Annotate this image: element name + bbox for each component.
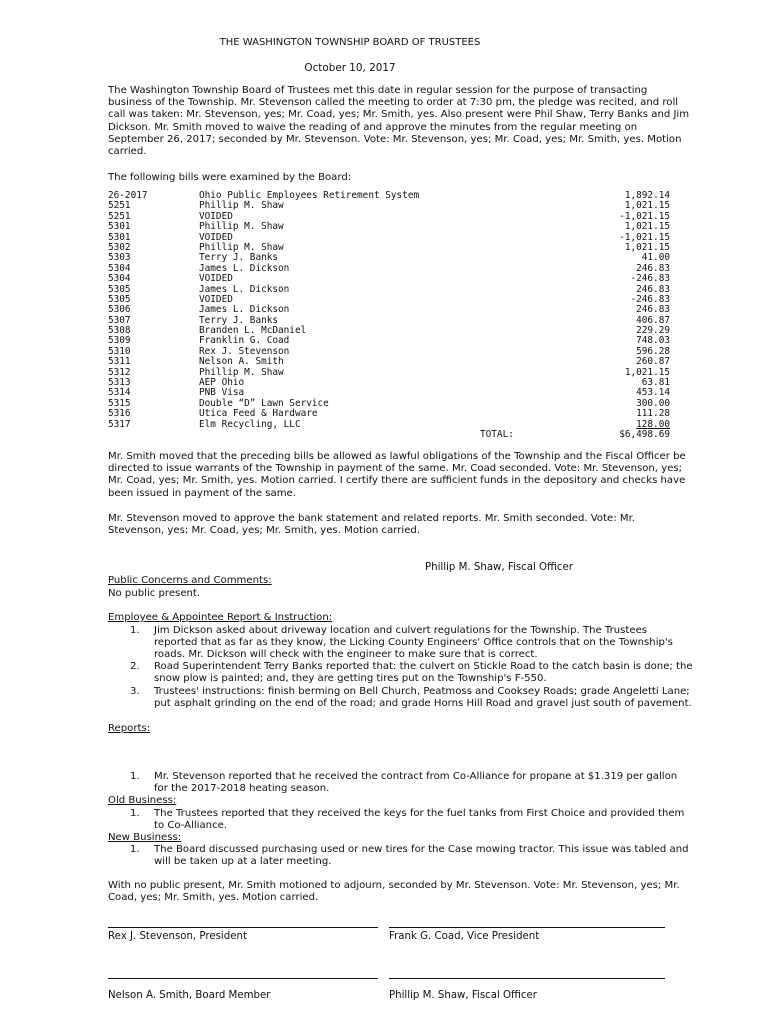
bills-intro: The following bills were examined by the Board:: [108, 172, 352, 183]
signature-line: [389, 978, 665, 979]
bill-number: 5304: [108, 262, 131, 274]
bill-row: [108, 295, 678, 305]
bill-amount: 406.87: [636, 314, 670, 326]
signature-name: Nelson A. Smith, Board Member: [108, 990, 271, 1001]
bill-row: [108, 326, 678, 336]
bill-row: [108, 201, 678, 211]
bill-number: 5307: [108, 314, 131, 326]
employee-report-heading: Employee & Appointee Report & Instruction:: [108, 612, 333, 623]
item-number: 3.: [130, 686, 140, 697]
bill-number: 5302: [108, 241, 131, 253]
bill-row: [108, 378, 678, 388]
bill-payee: PNB Visa: [199, 387, 245, 399]
bill-number: 5317: [108, 418, 131, 430]
bill-number: 5313: [108, 377, 131, 389]
bill-payee: Franklin G. Coad: [199, 335, 290, 347]
bill-number: 5310: [108, 345, 131, 357]
bill-amount: 596.28: [636, 345, 670, 357]
bills-motion-paragraph: Mr. Smith moved that the preceding bills be allowed as lawful obligations of the Township and the Fiscal Officer be directed to issue warrants of the Township in payment of the same. Mr. Coad seconded. Vote: Mr. Stevenson, yes; Mr. Coad, yes; Mr. Smith, yes. Motion carried. I certify there are sufficient funds in the depository and checks have been issued in payment of the same.: [108, 451, 686, 499]
bill-payee: James L. Dickson: [199, 304, 290, 316]
signature-name: Rex J. Stevenson, President: [108, 931, 247, 942]
bill-amount: 246.83: [636, 262, 670, 274]
employee-report-item: [108, 625, 693, 662]
bill-number: 5303: [108, 252, 131, 264]
bill-amount: 1,021.15: [624, 241, 670, 253]
bill-row: [108, 316, 678, 326]
item-number: 2.: [130, 661, 140, 672]
bill-row: [108, 253, 678, 263]
new-business-heading: New Business:: [108, 832, 182, 843]
bill-number: 5304: [108, 273, 131, 285]
bill-number: 5305: [108, 293, 131, 305]
bill-number: 5316: [108, 408, 131, 420]
bill-payee: Phillip M. Shaw: [199, 200, 284, 212]
bill-number: 5306: [108, 304, 131, 316]
bills-total-amount: $6,498.69: [619, 428, 670, 440]
employee-report-item: [108, 661, 693, 685]
intro-paragraph: The Washington Township Board of Trustees met this date in regular session for the purpose of transacting business of the Township. Mr. Stevenson called the meeting to order at 7:30 pm, the pledge was recited, and roll call was taken: Mr. Stevenson, yes; Mr. Coad, yes; Mr. Smith, yes. Also present were Phil Shaw, Terry Banks and Jim Dickson. Mr. Smith moved to waive the reading of and approve the minutes from the regular meeting on September 26, 2017; seconded by Mr. Stevenson. Vote: Mr. Stevenson, yes; Mr. Coad, yes; Mr. Smith, yes. Motion carried.: [108, 85, 690, 158]
item-text: Mr. Stevenson reported that he received the contract from Co-Alliance for propane at $1.319 per gallon for the 2017-2018 heating season.: [154, 771, 678, 795]
new-business-item: [108, 844, 693, 868]
document-title: THE WASHINGTON TOWNSHIP BOARD OF TRUSTEES: [219, 37, 481, 48]
bill-row: [108, 191, 678, 201]
bill-number: 5309: [108, 335, 131, 347]
employee-report-item: [108, 686, 693, 710]
bill-amount: 748.03: [636, 335, 670, 347]
bill-number: 5301: [108, 231, 131, 243]
bill-payee: VOIDED: [199, 210, 233, 222]
bill-number: 5312: [108, 366, 131, 378]
bank-motion-paragraph: Mr. Stevenson moved to approve the bank statement and related reports. Mr. Smith seconded. Vote: Mr. Stevenson, yes; Mr. Coad, yes; Mr. Smith, yes. Motion carried.: [108, 513, 635, 537]
item-text: Trustees' instructions: finish berming on Bell Church, Peatmoss and Cooksey Roads; grade Angeletti Lane; put asphalt grinding on the end of the road; and grade Horns Hill Road and gravel just south of pavement.: [154, 686, 692, 710]
reports-item: [108, 771, 693, 795]
reports-heading: Reports:: [108, 723, 151, 734]
bill-payee: Double “D” Lawn Service: [199, 397, 329, 409]
bill-payee: Phillip M. Shaw: [199, 366, 284, 378]
bill-row: [108, 274, 678, 284]
item-text: The Board discussed purchasing used or new tires for the Case mowing tractor. This issue was tabled and will be taken up at a later meeting.: [154, 844, 689, 868]
bill-payee: Phillip M. Shaw: [199, 241, 284, 253]
signature-line: [108, 978, 378, 979]
bill-number: 5305: [108, 283, 131, 295]
old-business-item: [108, 808, 693, 832]
bill-amount: 63.81: [641, 377, 670, 389]
bill-payee: James L. Dickson: [199, 283, 290, 295]
item-text: Road Superintendent Terry Banks reported that: the culvert on Stickle Road to the catch basin is done; the snow plow is painted; and, they are getting tires put on the Township's F-550.: [154, 661, 693, 685]
bill-row: [108, 285, 678, 295]
item-number: 1.: [130, 625, 140, 636]
meeting-date: October 10, 2017: [304, 62, 396, 74]
signature-name: Phillip M. Shaw, Fiscal Officer: [389, 990, 537, 1001]
bills-total-row: [108, 430, 678, 441]
bill-number: 5315: [108, 397, 131, 409]
bill-number: 5314: [108, 387, 131, 399]
bill-payee: VOIDED: [199, 273, 233, 285]
bill-payee: AEP Ohio: [199, 377, 245, 389]
bill-row: [108, 399, 678, 409]
bill-number: 5301: [108, 221, 131, 233]
item-number: 1.: [130, 808, 140, 819]
bill-row: [108, 222, 678, 232]
bill-amount: -246.83: [630, 273, 670, 285]
bill-amount: 300.00: [636, 397, 670, 409]
bill-number: 5251: [108, 210, 131, 222]
bill-amount: 128.00: [636, 418, 670, 430]
public-concerns-text: No public present.: [108, 588, 201, 599]
bills-total-label: TOTAL:: [480, 428, 514, 440]
bill-row: [108, 409, 678, 419]
bill-amount: 1,892.14: [624, 190, 670, 201]
old-business-heading: Old Business:: [108, 795, 177, 806]
bill-amount: 453.14: [636, 387, 670, 399]
bill-payee: James L. Dickson: [199, 262, 290, 274]
bill-row: [108, 420, 678, 430]
bill-amount: 1,021.15: [624, 200, 670, 212]
bill-amount: 246.83: [636, 304, 670, 316]
bill-payee: Utica Feed & Hardware: [199, 408, 318, 420]
signature-line: [389, 927, 665, 928]
bill-row: [108, 368, 678, 378]
bill-row: [108, 233, 678, 243]
bill-row: [108, 357, 678, 367]
bill-payee: Terry J. Banks: [199, 314, 279, 326]
bill-amount: 1,021.15: [624, 221, 670, 233]
bills-table: [108, 191, 678, 441]
bill-payee: Ohio Public Employees Retirement System: [199, 190, 420, 201]
bill-payee: Elm Recycling, LLC: [199, 418, 301, 430]
bill-row: [108, 212, 678, 222]
bill-number: 5308: [108, 325, 131, 337]
bill-amount: -1,021.15: [619, 231, 670, 243]
bill-number: 5251: [108, 200, 131, 212]
bill-amount: 246.83: [636, 283, 670, 295]
bill-rows: [108, 191, 678, 430]
item-number: 1.: [130, 844, 140, 855]
bill-amount: 111.28: [636, 408, 670, 420]
bill-row: [108, 347, 678, 357]
bill-payee: VOIDED: [199, 293, 233, 305]
bill-payee: Phillip M. Shaw: [199, 221, 284, 233]
signature-line: [108, 927, 378, 928]
bill-amount: 41.00: [641, 252, 670, 264]
bill-amount: -246.83: [630, 293, 670, 305]
bill-row: [108, 243, 678, 253]
signature-name: Frank G. Coad, Vice President: [389, 931, 540, 942]
bill-amount: 229.29: [636, 325, 670, 337]
public-concerns-heading: Public Concerns and Comments:: [108, 575, 272, 586]
bill-amount: 260.87: [636, 356, 670, 368]
bill-number: 5311: [108, 356, 131, 368]
bill-payee: Rex J. Stevenson: [199, 345, 290, 357]
bill-number: 26-2017: [108, 190, 148, 201]
bill-row: [108, 336, 678, 346]
adjourn-paragraph: With no public present, Mr. Smith motioned to adjourn, seconded by Mr. Stevenson. Vote: Mr. Stevenson, yes; Mr. Coad, yes; Mr. Smith, yes. Motion carried.: [108, 880, 680, 904]
item-number: 1.: [130, 771, 140, 782]
bill-row: [108, 388, 678, 398]
item-text: The Trustees reported that they received the keys for the fuel tanks from First Choice and provided them to Co-Alliance.: [154, 808, 685, 832]
bill-amount: 1,021.15: [624, 366, 670, 378]
item-text: Jim Dickson asked about driveway location and culvert regulations for the Township. The Trustees reported that as far as they know, the Licking County Engineers' Office controls that on the Township's roads. Mr. Dickson will check with the engineer to make sure that is correct.: [154, 625, 673, 661]
bill-payee: Branden L. McDaniel: [199, 325, 307, 337]
fiscal-officer-signature: Phillip M. Shaw, Fiscal Officer: [425, 562, 573, 573]
bill-payee: Terry J. Banks: [199, 252, 279, 264]
bill-row: [108, 305, 678, 315]
bill-amount: -1,021.15: [619, 210, 670, 222]
bill-row: [108, 264, 678, 274]
bill-payee: VOIDED: [199, 231, 233, 243]
bill-payee: Nelson A. Smith: [199, 356, 284, 368]
